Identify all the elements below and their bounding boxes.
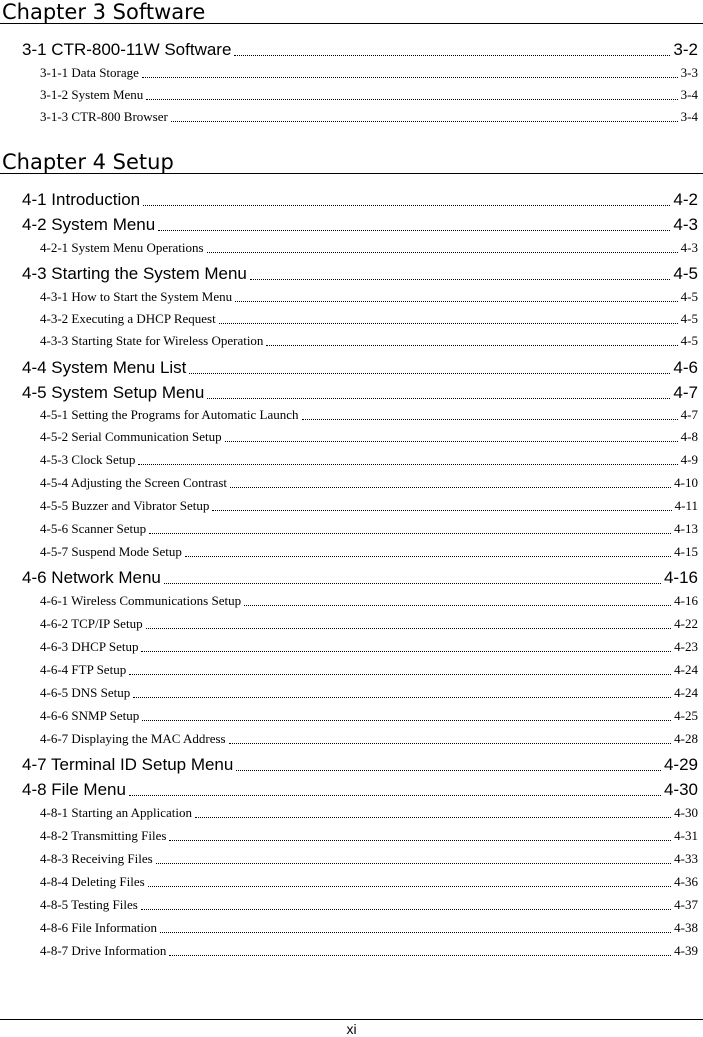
toc-entry-page: 4-16 [674, 593, 698, 608]
toc-entry-page: 3-4 [680, 87, 698, 102]
toc-entry-title: 4-5-4 Adjusting the Screen Contrast [40, 475, 228, 490]
toc-entry-title: 4-5-2 Serial Communication Setup [40, 429, 222, 444]
toc-entry-title: 4-4 System Menu List [22, 358, 187, 377]
toc-section-entry[interactable] [22, 188, 698, 210]
toc-entry-page: 4-37 [674, 897, 698, 912]
toc-entry-title: 4-5-3 Clock Setup [40, 452, 136, 467]
leader-dots [225, 441, 678, 442]
leader-dots [142, 720, 671, 721]
toc-entry-title: 4-8-4 Deleting Files [40, 874, 145, 889]
toc-entry-page: 4-11 [674, 498, 698, 513]
toc-entry-title: 4-3-2 Executing a DHCP Request [40, 311, 216, 326]
leader-dots [250, 279, 671, 280]
leader-dots [158, 230, 670, 231]
toc-subsection-entry[interactable] [40, 519, 698, 537]
toc-subsection-entry[interactable] [40, 450, 698, 468]
toc-entry-page: 4-22 [674, 616, 698, 631]
leader-dots [229, 743, 672, 744]
toc-entry-title: 4-3 Starting the System Menu [22, 264, 247, 283]
toc-entry-page: 3-3 [680, 65, 698, 80]
toc-subsection-entry[interactable] [40, 895, 698, 913]
toc-subsection-entry[interactable] [40, 496, 698, 514]
toc-subsection-entry[interactable] [40, 427, 698, 445]
toc-entry-page: 4-5 [680, 333, 698, 348]
toc-entry-title: 4-6-4 FTP Setup [40, 662, 127, 677]
toc-entry-title: 4-6-3 DHCP Setup [40, 639, 139, 654]
toc-entry-page: 4-28 [674, 731, 698, 746]
toc-subsection-entry[interactable] [40, 918, 698, 936]
toc-entry-page: 4-30 [674, 805, 698, 820]
toc-entry-page: 4-24 [674, 685, 698, 700]
toc-entry-title: 4-6-5 DNS Setup [40, 685, 131, 700]
toc-section-entry[interactable] [22, 356, 698, 378]
toc-entry-page: 4-15 [674, 544, 698, 559]
toc-entry-title: 3-1-1 Data Storage [40, 65, 139, 80]
leader-dots [169, 955, 671, 956]
leader-dots [235, 301, 678, 302]
leader-dots [141, 651, 671, 652]
toc-entry-title: 4-2 System Menu [22, 215, 156, 234]
toc-entry-page: 4-39 [674, 943, 698, 958]
toc-subsection-entry[interactable] [40, 706, 698, 724]
toc-subsection-entry[interactable] [40, 941, 698, 959]
leader-dots [212, 510, 671, 511]
leader-dots [143, 205, 670, 206]
toc-entry-page: 4-30 [663, 780, 698, 799]
toc-section-entry[interactable] [22, 381, 698, 403]
toc-entry-page: 4-5 [673, 264, 698, 283]
toc-entry-title: 4-5-7 Suspend Mode Setup [40, 544, 182, 559]
leader-dots [146, 628, 672, 629]
leader-dots [141, 909, 671, 910]
toc-entry-page: 4-7 [673, 383, 698, 402]
footer-divider [0, 1019, 703, 1020]
toc-subsection-entry[interactable] [40, 729, 698, 747]
toc-subsection-entry[interactable] [40, 660, 698, 678]
toc-subsection-entry[interactable] [40, 683, 698, 701]
toc-entry-title: 4-3-1 How to Start the System Menu [40, 289, 233, 304]
toc-subsection-entry[interactable] [40, 803, 698, 821]
toc-entry-title: 4-2-1 System Menu Operations [40, 240, 204, 255]
leader-dots [266, 345, 677, 346]
toc-subsection-entry[interactable] [40, 331, 698, 349]
toc-section-entry[interactable] [22, 213, 698, 235]
leader-dots [156, 863, 672, 864]
toc-subsection-entry[interactable] [40, 309, 698, 327]
leader-dots [160, 932, 671, 933]
leader-dots [171, 121, 678, 122]
toc-subsection-entry[interactable] [40, 826, 698, 844]
toc-entry-title: 4-6 Network Menu [22, 568, 161, 587]
toc-entry-page: 4-2 [673, 190, 698, 209]
toc-section-entry[interactable] [22, 778, 698, 800]
leader-dots [149, 533, 671, 534]
leader-dots [189, 373, 670, 374]
toc-entry-title: 4-6-1 Wireless Communications Setup [40, 593, 242, 608]
toc-entry-title: 4-6-7 Displaying the MAC Address [40, 731, 226, 746]
toc-section-entry[interactable] [22, 38, 698, 60]
toc-subsection-entry[interactable] [40, 405, 698, 423]
toc-entry-title: 4-6-2 TCP/IP Setup [40, 616, 143, 631]
toc-entry-page: 4-25 [674, 708, 698, 723]
toc-entry-page: 3-4 [680, 109, 698, 124]
leader-dots [142, 77, 678, 78]
leader-dots [207, 398, 670, 399]
chapter-heading: Chapter 4 Setup [0, 150, 703, 174]
toc-entry-title: 4-3-3 Starting State for Wireless Operation [40, 333, 264, 348]
toc-section-entry[interactable] [22, 262, 698, 284]
toc-entry-page: 4-7 [680, 407, 698, 422]
toc-entry-page: 4-9 [680, 452, 698, 467]
toc-subsection-entry[interactable] [40, 238, 698, 256]
leader-dots [302, 419, 678, 420]
toc-entry-title: 4-8-7 Drive Information [40, 943, 167, 958]
toc-subsection-entry[interactable] [40, 872, 698, 890]
toc-entry-title: 4-8-3 Receiving Files [40, 851, 153, 866]
leader-dots [129, 674, 671, 675]
toc-entry-title: 4-8-1 Starting an Application [40, 805, 193, 820]
leader-dots [164, 583, 661, 584]
toc-entry-page: 4-31 [674, 828, 698, 843]
leader-dots [236, 770, 661, 771]
toc-entry-page: 4-3 [680, 240, 698, 255]
leader-dots [234, 55, 670, 56]
toc-entry-title: 3-1 CTR-800-11W Software [22, 40, 232, 59]
toc-entry-title: 4-5 System Setup Menu [22, 383, 205, 402]
leader-dots [195, 817, 671, 818]
toc-subsection-entry[interactable] [40, 473, 698, 491]
toc-entry-title: 4-8 File Menu [22, 780, 126, 799]
toc-entry-page: 4-3 [673, 215, 698, 234]
toc-section-entry[interactable] [22, 566, 698, 588]
chapter-heading: Chapter 3 Software [0, 0, 703, 24]
leader-dots [133, 697, 671, 698]
toc-entry-page: 4-10 [674, 475, 698, 490]
toc-subsection-entry[interactable] [40, 63, 698, 81]
toc-entry-title: 4-5-1 Setting the Programs for Automatic Launch [40, 407, 299, 422]
toc-entry-page: 4-5 [680, 289, 698, 304]
leader-dots [138, 464, 677, 465]
leader-dots [207, 252, 678, 253]
toc-subsection-entry[interactable] [40, 614, 698, 632]
toc-entry-title: 4-8-6 File Information [40, 920, 157, 935]
toc-subsection-entry[interactable] [40, 591, 698, 609]
toc-entry-page: 4-33 [674, 851, 698, 866]
toc-entry-page: 4-36 [674, 874, 698, 889]
toc-subsection-entry[interactable] [40, 85, 698, 103]
toc-entry-title: 4-7 Terminal ID Setup Menu [22, 755, 234, 774]
toc-entry-page: 3-2 [673, 40, 698, 59]
toc-subsection-entry[interactable] [40, 107, 698, 125]
toc-entry-title: 3-1-3 CTR-800 Browser [40, 109, 168, 124]
toc-entry-title: 4-1 Introduction [22, 190, 141, 209]
toc-entry-title: 3-1-2 System Menu [40, 87, 144, 102]
leader-dots [146, 99, 677, 100]
toc-subsection-entry[interactable] [40, 287, 698, 305]
toc-entry-page: 4-6 [673, 358, 698, 377]
toc-entry-page: 4-29 [663, 755, 698, 774]
toc-entry-title: 4-8-2 Transmitting Files [40, 828, 167, 843]
leader-dots [219, 323, 678, 324]
page-number: xi [346, 1021, 357, 1037]
toc-section-entry[interactable] [22, 753, 698, 775]
toc-subsection-entry[interactable] [40, 542, 698, 560]
toc-entry-title: 4-5-5 Buzzer and Vibrator Setup [40, 498, 210, 513]
leader-dots [244, 605, 671, 606]
toc-entry-title: 4-5-6 Scanner Setup [40, 521, 147, 536]
toc-entry-page: 4-23 [674, 639, 698, 654]
toc-entry-title: 4-6-6 SNMP Setup [40, 708, 140, 723]
toc-entry-page: 4-5 [680, 311, 698, 326]
leader-dots [129, 795, 661, 796]
toc-entry-page: 4-13 [674, 521, 698, 536]
toc-entry-page: 4-38 [674, 920, 698, 935]
leader-dots [169, 840, 671, 841]
leader-dots [230, 487, 671, 488]
toc-entry-page: 4-8 [680, 429, 698, 444]
toc-subsection-entry[interactable] [40, 849, 698, 867]
toc-entry-page: 4-16 [663, 568, 698, 587]
leader-dots [148, 886, 671, 887]
leader-dots [185, 556, 671, 557]
toc-subsection-entry[interactable] [40, 637, 698, 655]
toc-entry-page: 4-24 [674, 662, 698, 677]
toc-entry-title: 4-8-5 Testing Files [40, 897, 138, 912]
